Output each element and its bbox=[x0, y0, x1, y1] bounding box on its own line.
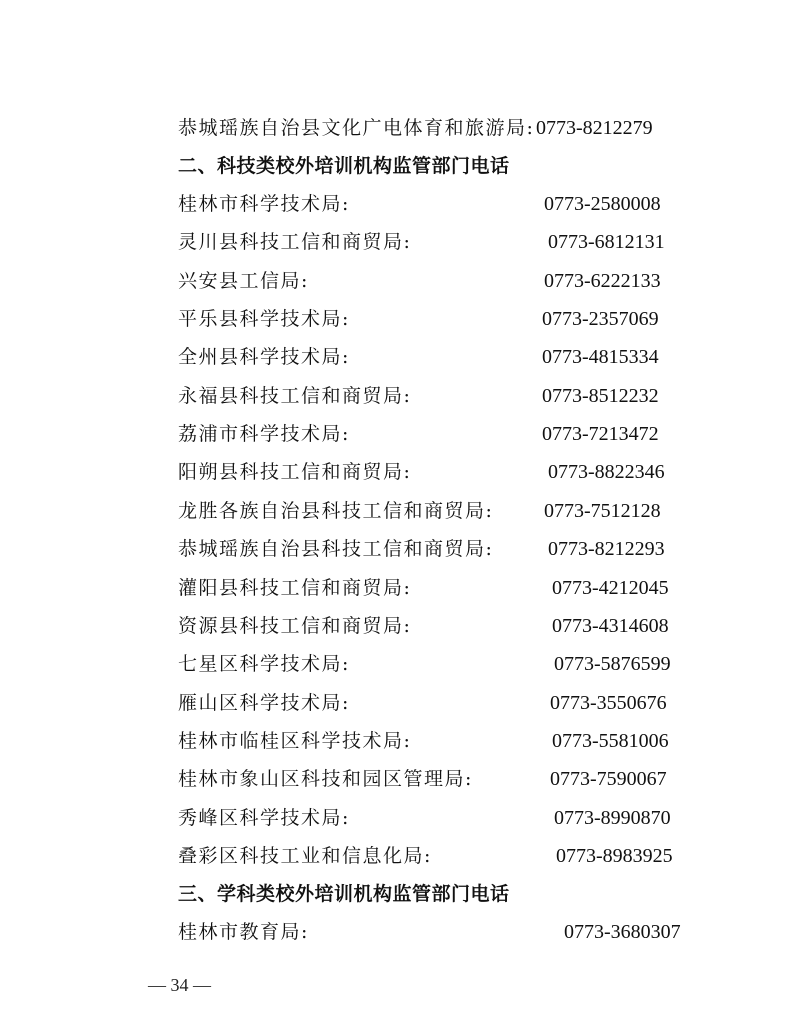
phone-number: 0773-8983925 bbox=[556, 845, 673, 867]
contact-row bbox=[178, 418, 760, 450]
phone-number: 0773-4212045 bbox=[552, 577, 669, 599]
department-name: 荔浦市科学技术局: bbox=[178, 423, 350, 445]
phone-number: 0773-8212293 bbox=[548, 538, 665, 560]
department-name: 桂林市象山区科技和园区管理局: bbox=[178, 768, 473, 790]
contact-row bbox=[178, 303, 760, 335]
department-name: 阳朔县科技工信和商贸局: bbox=[178, 461, 412, 483]
phone-number: 0773-8990870 bbox=[554, 807, 671, 829]
department-name: 全州县科学技术局: bbox=[178, 346, 350, 368]
contact-row bbox=[178, 112, 760, 144]
contact-row bbox=[178, 572, 760, 604]
contact-row bbox=[178, 725, 760, 757]
department-name: 资源县科技工信和商贸局: bbox=[178, 615, 412, 637]
phone-number: 0773-8512232 bbox=[542, 385, 659, 407]
contact-row bbox=[178, 341, 760, 373]
contact-row bbox=[178, 533, 760, 565]
phone-number: 0773-3680307 bbox=[564, 921, 681, 943]
phone-number: 0773-2357069 bbox=[542, 308, 659, 330]
phone-number: 0773-6222133 bbox=[544, 270, 661, 292]
department-name: 平乐县科学技术局: bbox=[178, 308, 350, 330]
department-name: 灌阳县科技工信和商贸局: bbox=[178, 577, 412, 599]
contact-row bbox=[178, 802, 760, 834]
department-name: 恭城瑶族自治县文化广电体育和旅游局: bbox=[178, 117, 535, 139]
page-number: — 34 — bbox=[148, 975, 211, 995]
department-name: 兴安县工信局: bbox=[178, 270, 309, 292]
contact-row bbox=[178, 610, 760, 642]
department-name: 永福县科技工信和商贸局: bbox=[178, 385, 412, 407]
contact-row bbox=[178, 763, 760, 795]
phone-number: 0773-7512128 bbox=[544, 500, 661, 522]
contact-row bbox=[178, 648, 760, 680]
contact-row bbox=[178, 687, 760, 719]
contact-row bbox=[178, 916, 760, 948]
phone-number: 0773-5581006 bbox=[552, 730, 669, 752]
contact-row bbox=[178, 265, 760, 297]
contact-row bbox=[178, 495, 760, 527]
department-name: 秀峰区科学技术局: bbox=[178, 807, 350, 829]
contact-row bbox=[178, 380, 760, 412]
phone-number: 0773-4815334 bbox=[542, 346, 659, 368]
department-name: 桂林市教育局: bbox=[178, 921, 309, 943]
phone-number: 0773-4314608 bbox=[552, 615, 669, 637]
contact-row bbox=[178, 456, 760, 488]
phone-number: 0773-5876599 bbox=[554, 653, 671, 675]
section-heading: 三、学科类校外培训机构监管部门电话 bbox=[178, 883, 510, 905]
department-name: 恭城瑶族自治县科技工信和商贸局: bbox=[178, 538, 494, 560]
department-name: 叠彩区科技工业和信息化局: bbox=[178, 845, 432, 867]
contact-row bbox=[178, 840, 760, 872]
department-name: 桂林市科学技术局: bbox=[178, 193, 350, 215]
phone-number: 0773-7213472 bbox=[542, 423, 659, 445]
phone-number: 0773-8212279 bbox=[536, 117, 653, 139]
phone-number: 0773-2580008 bbox=[544, 193, 661, 215]
department-name: 桂林市临桂区科学技术局: bbox=[178, 730, 412, 752]
phone-number: 0773-8822346 bbox=[548, 461, 665, 483]
contact-row bbox=[178, 188, 760, 220]
phone-number: 0773-7590067 bbox=[550, 768, 667, 790]
phone-number: 0773-3550676 bbox=[550, 692, 667, 714]
department-name: 龙胜各族自治县科技工信和商贸局: bbox=[178, 500, 494, 522]
department-name: 灵川县科技工信和商贸局: bbox=[178, 231, 412, 253]
section-heading: 二、科技类校外培训机构监管部门电话 bbox=[178, 155, 510, 177]
department-name: 雁山区科学技术局: bbox=[178, 692, 350, 714]
phone-number: 0773-6812131 bbox=[548, 231, 665, 253]
department-name: 七星区科学技术局: bbox=[178, 653, 350, 675]
contact-row bbox=[178, 226, 760, 258]
